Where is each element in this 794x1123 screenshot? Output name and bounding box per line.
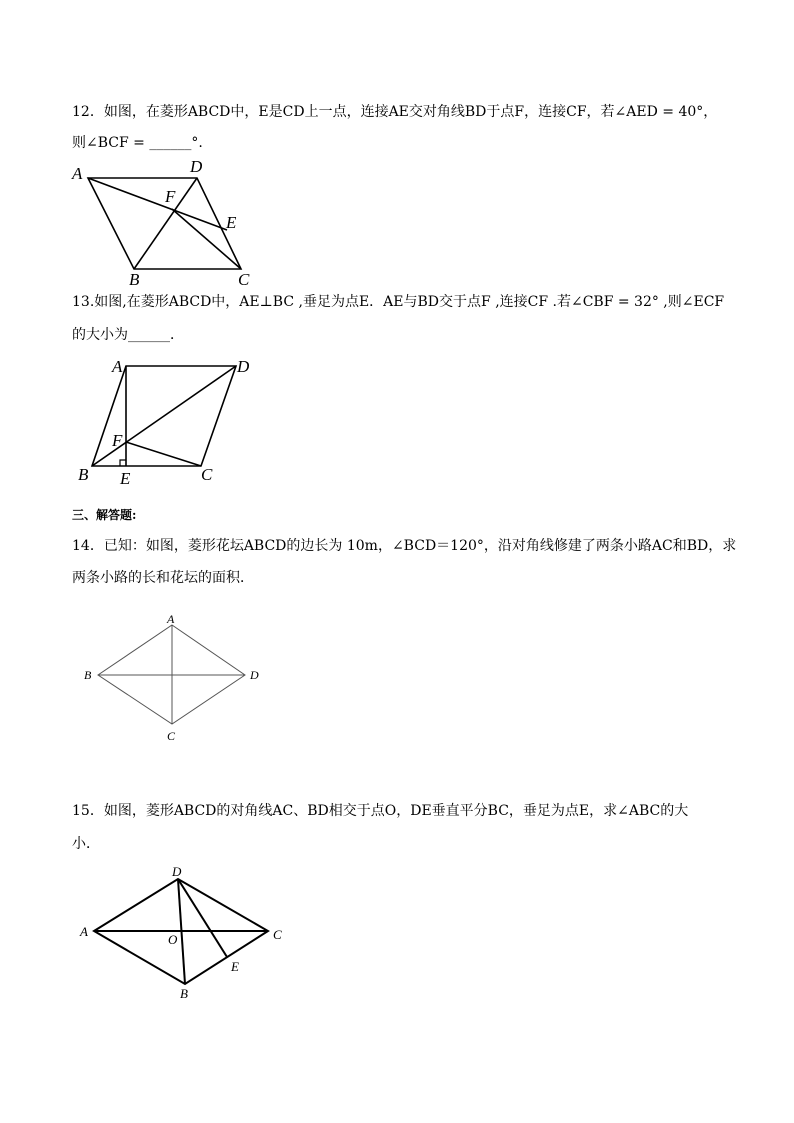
q13-rhombus-figure [70,350,270,490]
q14-rhombus-figure [76,608,276,748]
q13-right-angle-mark [120,460,126,466]
q12-segment-ae [88,178,227,230]
q12-label-e: E [226,213,237,232]
q13-label-d: D [237,357,250,376]
section-heading-answers: 三、解答题: [72,508,137,522]
q15-rhombus-figure [76,860,306,1010]
q14-label-b: B [84,668,92,682]
q13-label-a: A [112,357,123,376]
q12-label-b: B [129,270,140,289]
q15-label-o: O [168,932,178,947]
q12-rhombus-figure [60,150,280,290]
q12-label-c: C [238,270,250,289]
q14-text-line2: 两条小路的长和花坛的面积． [72,570,254,586]
q13-label-e: E [120,469,131,488]
q13-label-c: C [201,465,213,484]
q14-label-a: A [167,612,175,626]
q13-label-b: B [78,465,89,484]
q13-label-f: F [112,431,123,450]
q15-label-e: E [231,959,239,974]
q12-text-line2: 则∠BCF = ______°. [72,135,203,151]
q15-label-b: B [180,986,188,1001]
q14-text-line1: 14．已知：如图，菱形花坛ABCD的边长为 10m，∠BCD＝120°，沿对角线修建了两条小路AC和BD，求 [72,538,737,554]
q13-text-line1: 13.如图,在菱形ABCD中，AE⊥BC ,垂足为点E．AE与BD交于点F ,连接CF .若∠CBF = 32° ,则∠ECF [72,294,725,310]
q12-label-f: F [165,187,176,206]
q12-label-a: A [72,164,83,183]
q12-label-d: D [190,157,203,176]
q13-text-line2: 的大小为______． [72,327,184,343]
q13-diagonal-bd [92,366,236,466]
q15-label-d: D [172,864,182,879]
q13-segment-cf [126,442,201,466]
q15-text-line2: 小． [72,836,100,852]
q14-label-d: D [250,668,259,682]
q15-label-a: A [80,924,88,939]
q14-label-c: C [167,729,176,743]
q15-text-line1: 15．如图，菱形ABCD的对角线AC、BD相交于点O，DE垂直平分BC，垂足为点E，求∠ABC的大 [72,803,689,819]
q15-label-c: C [273,927,282,942]
q15-segment-de [178,879,227,957]
q12-text-line1: 12．如图，在菱形ABCD中，E是CD上一点，连接AE交对角线BD于点F，连接CF，若∠AED = 40°， [72,104,718,120]
